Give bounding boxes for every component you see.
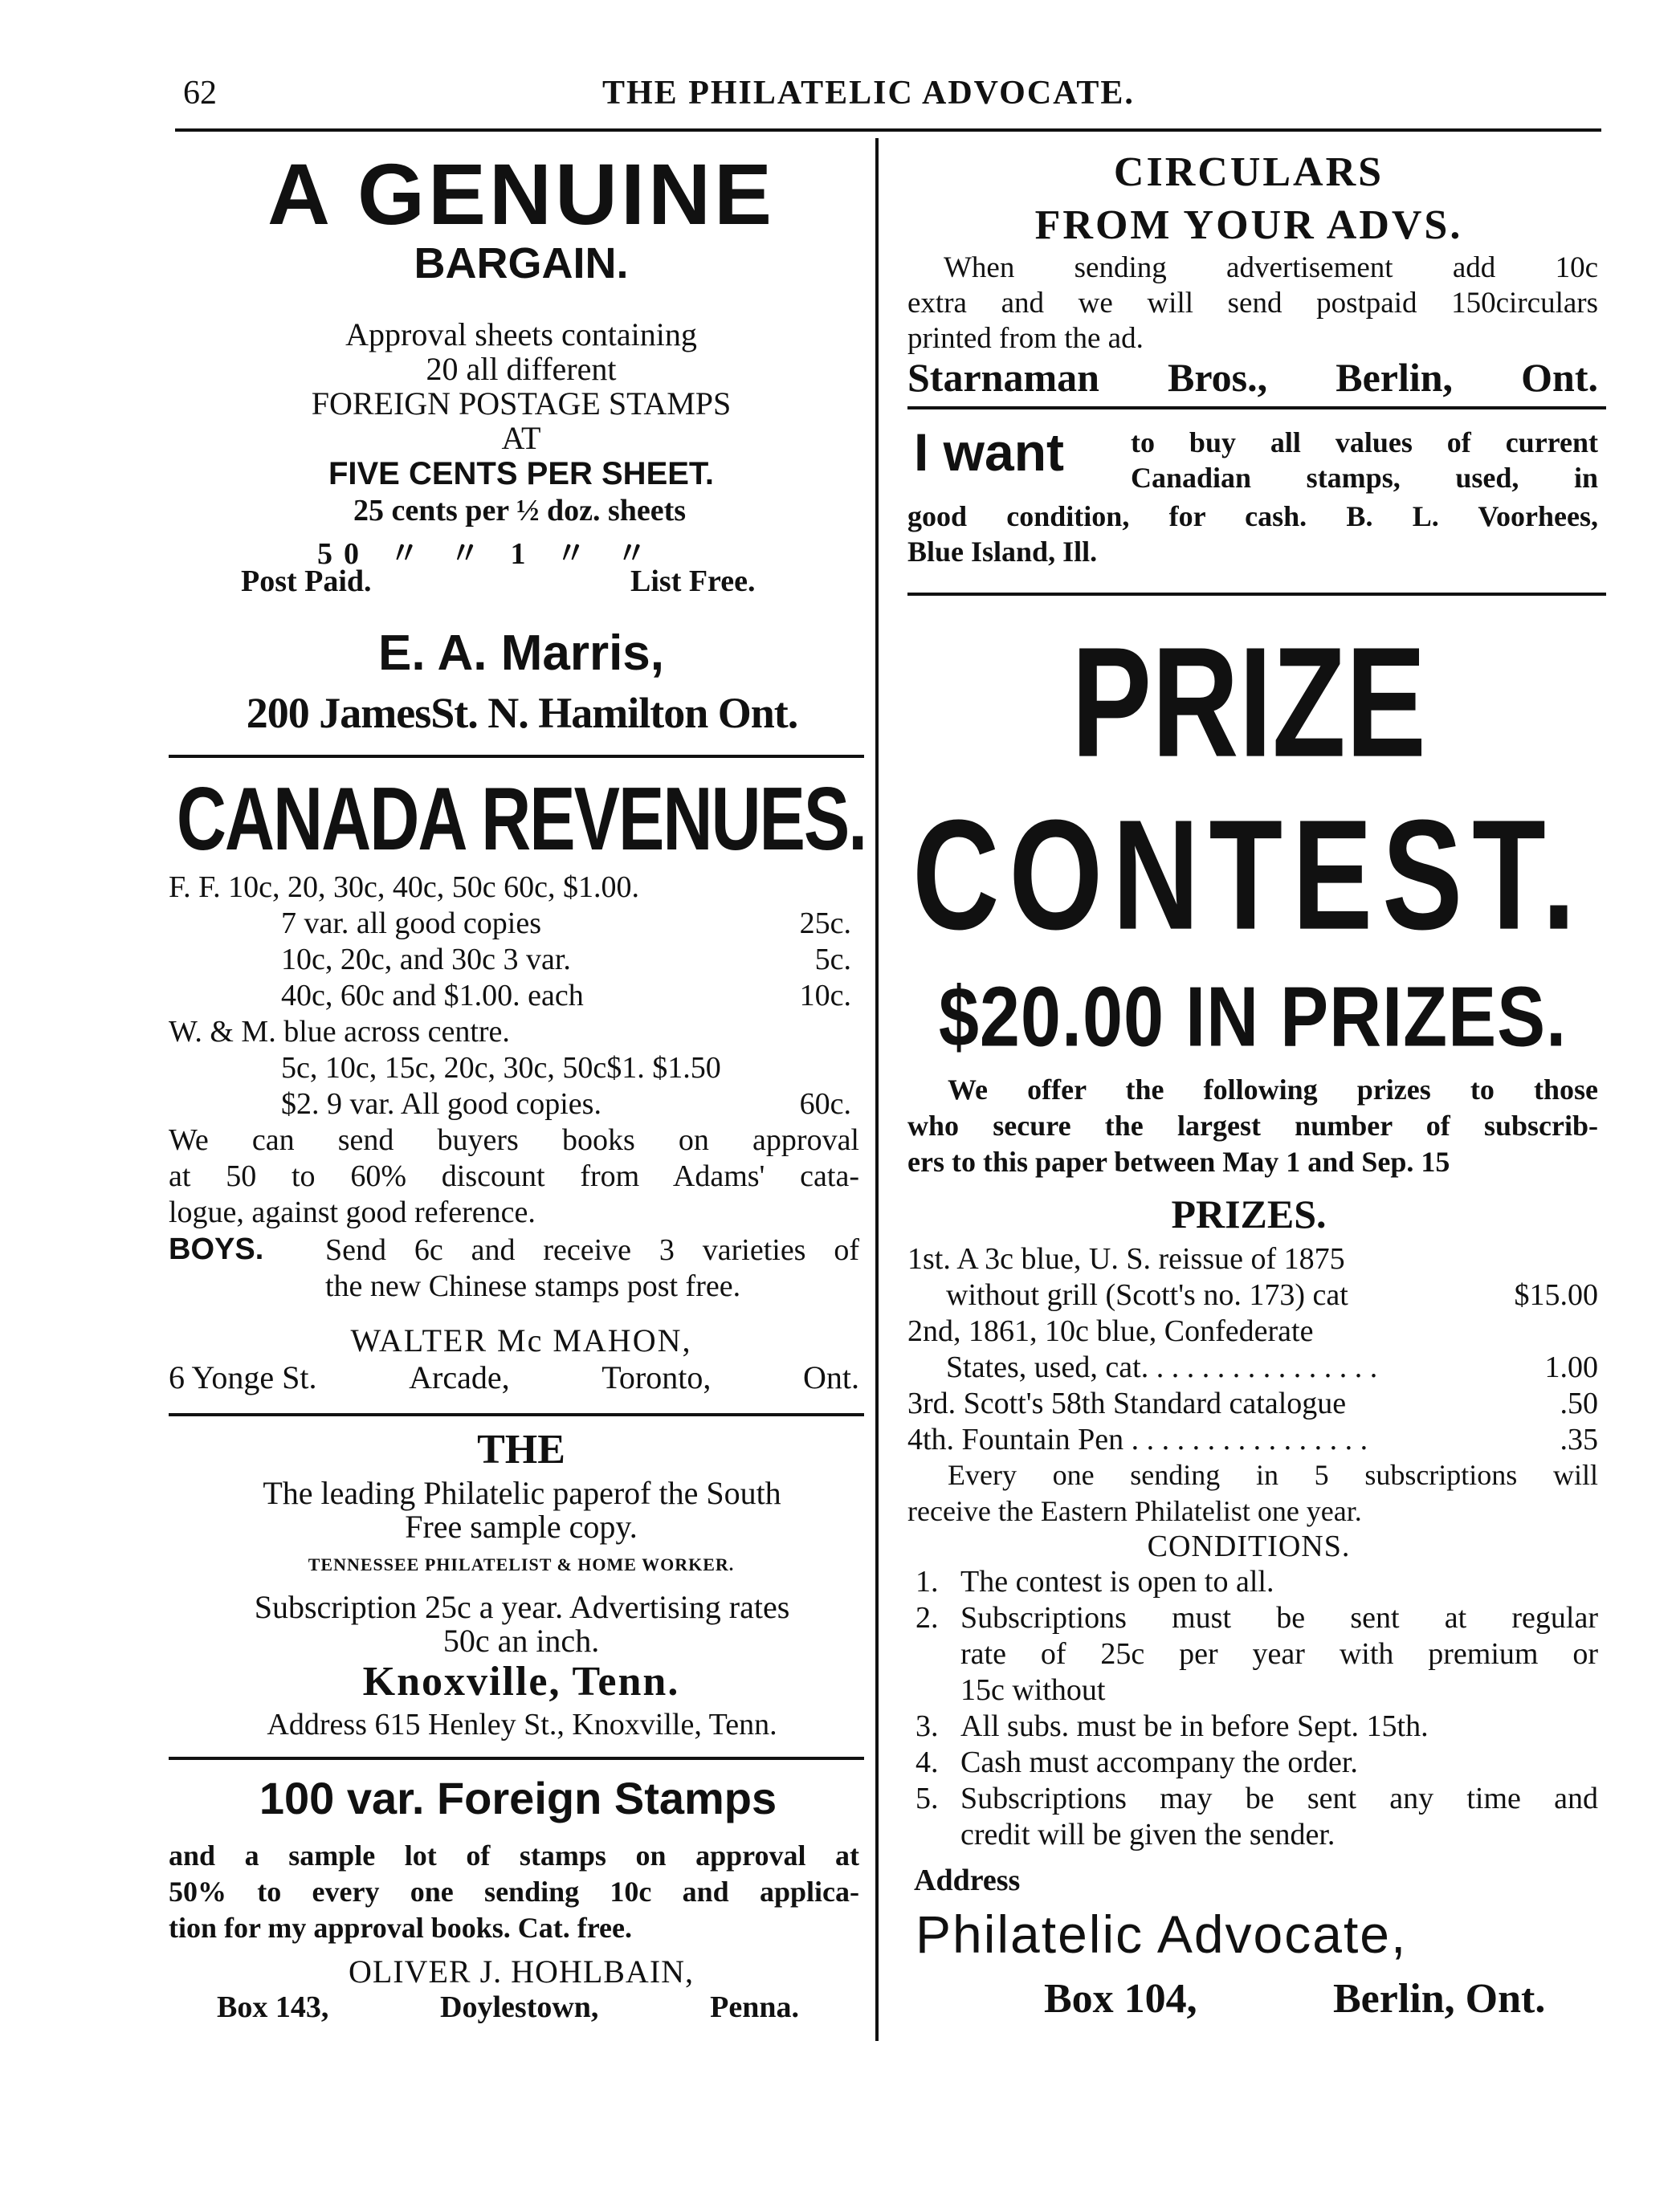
ad-title: CIRCULARS xyxy=(1113,149,1384,195)
page-number: 62 xyxy=(183,75,217,112)
ad-body-line: 50% to every one sending 10c and applica- xyxy=(169,1876,859,1908)
contest-title: CONTEST. xyxy=(912,786,1585,963)
prize-text: 4th. Fountain Pen . . . . . . . . . . . . . . . . xyxy=(907,1423,1368,1456)
condition-line: Subscriptions must be sent at regular xyxy=(960,1601,1598,1635)
prize-row: 2nd, 1861, 10c blue, Confederate xyxy=(907,1314,1314,1348)
condition-line: credit will be given the sender. xyxy=(960,1818,1335,1851)
condition-line: Subscriptions may be sent any time and xyxy=(960,1782,1598,1815)
prize-row xyxy=(946,1277,1598,1313)
ad-body-line: Free sample copy. xyxy=(405,1509,638,1545)
publisher-name: Philatelic Advocate, xyxy=(915,1904,1408,1964)
advertiser-address xyxy=(217,1990,799,2025)
boys-line: the new Chinese stamps post free. xyxy=(325,1269,741,1303)
publisher-city: Berlin, Ont. xyxy=(1333,1976,1546,2022)
approval-line: at 50 to 60% discount from Adams' cata- xyxy=(169,1159,859,1193)
ad-title: CANADA REVENUES. xyxy=(176,769,867,870)
divider xyxy=(169,755,864,758)
masthead: TENNESSEE PHILATELIST & HOME WORKER. xyxy=(308,1554,735,1574)
revenue-row xyxy=(281,1086,851,1122)
revenue-row: F. F. 10c, 20, 30c, 40c, 50c 60c, $1.00. xyxy=(169,870,640,904)
ad-body-line: FOREIGN POSTAGE STAMPS xyxy=(311,385,732,422)
boys-label: BOYS. xyxy=(169,1232,264,1266)
prize-value: 1.00 xyxy=(1544,1350,1598,1384)
ad-title: 100 var. Foreign Stamps xyxy=(259,1773,777,1823)
row-price: 5c. xyxy=(814,943,851,976)
city-line: Knoxville, Tenn. xyxy=(362,1659,680,1705)
want-line: Blue Island, Ill. xyxy=(907,536,1098,568)
subscription-line: 50c an inch. xyxy=(442,1623,600,1659)
divider xyxy=(169,1413,864,1416)
advertiser-name: WALTER Mc MAHON, xyxy=(350,1322,692,1359)
prize-row xyxy=(946,1350,1598,1385)
ad-body-line: extra and we will send postpaid 150circulars xyxy=(907,287,1598,320)
ad-body-line: printed from the ad. xyxy=(907,322,1144,355)
bonus-line: Every one sending in 5 subscriptions will xyxy=(948,1459,1598,1491)
row-item: 10c, 20c, and 30c 3 var. xyxy=(281,943,571,976)
prize-text: 3rd. Scott's 58th Standard catalogue xyxy=(907,1387,1347,1420)
signature: Starnaman Bros., Berlin, Ont. xyxy=(907,355,1598,400)
ad-body-line: The leading Philatelic paperof the South xyxy=(263,1475,781,1511)
ad-body-line: AT xyxy=(501,420,541,456)
ad-title: THE xyxy=(477,1427,565,1473)
intro-line: who secure the largest number of subscrib- xyxy=(907,1110,1598,1142)
address-part: Toronto, xyxy=(601,1359,712,1395)
approval-line: We can send buyers books on approval xyxy=(169,1123,859,1157)
row-item: $2. 9 var. All good copies. xyxy=(281,1087,601,1121)
advertiser-name: E. A. Marris, xyxy=(377,625,665,681)
rate-line: 50 〃 〃 1 〃 〃 xyxy=(317,537,659,571)
condition-line: rate of 25c per year with premium or xyxy=(960,1637,1598,1671)
conditions-heading: CONDITIONS. xyxy=(1147,1530,1351,1563)
ad-body-line: and a sample lot of stamps on approval at xyxy=(169,1839,859,1872)
advertiser-name: OLIVER J. HOHLBAIN, xyxy=(348,1953,695,1990)
post-paid: Post Paid. xyxy=(241,564,372,598)
condition-line: The contest is open to all. xyxy=(960,1565,1274,1599)
address-part: Doylestown, xyxy=(440,1990,599,2024)
prize-row: 1st. A 3c blue, U. S. reissue of 1875 xyxy=(907,1242,1345,1276)
revenue-row xyxy=(281,978,851,1013)
price-line: FIVE CENTS PER SHEET. xyxy=(328,456,715,491)
column-divider xyxy=(875,138,879,2041)
intro-line: ers to this paper between May 1 and Sep. 15 xyxy=(907,1146,1450,1178)
row-item: 40c, 60c and $1.00. each xyxy=(281,979,584,1012)
want-heading: I want xyxy=(914,422,1065,482)
advertiser-address: 200 JamesSt. N. Hamilton Ont. xyxy=(246,689,798,737)
divider xyxy=(907,406,1606,409)
advertiser-address xyxy=(169,1359,859,1396)
row-price: 10c. xyxy=(799,979,851,1012)
revenue-row xyxy=(281,942,851,977)
row-item: 7 var. all good copies xyxy=(281,906,541,940)
subscription-line: Subscription 25c a year. Advertising rates xyxy=(254,1589,790,1625)
ad-body-line: 20 all different xyxy=(426,351,617,387)
divider xyxy=(169,1757,864,1760)
prize-value: .50 xyxy=(1560,1387,1598,1420)
prize-amount: $20.00 IN PRIZES. xyxy=(938,970,1568,1065)
bonus-line: receive the Eastern Philatelist one year. xyxy=(907,1495,1362,1527)
list-free: List Free. xyxy=(630,564,756,598)
condition-number: 3. xyxy=(915,1709,939,1743)
condition-number: 4. xyxy=(915,1746,939,1779)
prizes-heading: PRIZES. xyxy=(1171,1192,1327,1236)
condition-number: 5. xyxy=(915,1782,939,1815)
prize-value: .35 xyxy=(1560,1423,1598,1456)
divider xyxy=(907,593,1606,596)
intro-line: We offer the following prizes to those xyxy=(948,1073,1598,1106)
ad-body-line: When sending advertisement add 10c xyxy=(944,251,1598,284)
condition-line: 15c without xyxy=(960,1673,1106,1707)
contest-title: PRIZE xyxy=(1071,613,1426,790)
address-line: Address 615 Henley St., Knoxville, Tenn. xyxy=(267,1708,777,1741)
condition-number: 1. xyxy=(915,1565,939,1599)
ad-subtitle: BARGAIN. xyxy=(414,239,629,287)
address-part: Box 143, xyxy=(217,1990,329,2024)
ad-title: A GENUINE xyxy=(267,145,776,242)
revenue-row: 5c, 10c, 15c, 20c, 30c, 50c$1. $1.50 xyxy=(281,1051,721,1085)
row-price: 60c. xyxy=(799,1087,851,1121)
address-part: 6 Yonge St. xyxy=(169,1359,317,1395)
prize-row xyxy=(907,1386,1598,1421)
address-part: Ont. xyxy=(802,1359,859,1395)
ad-subtitle: FROM YOUR ADVS. xyxy=(1034,202,1463,248)
ad-body-line: Approval sheets containing xyxy=(345,316,697,352)
address-part: Penna. xyxy=(710,1990,799,2024)
revenue-row: W. & M. blue across centre. xyxy=(169,1015,510,1049)
condition-line: All subs. must be in before Sept. 15th. xyxy=(960,1709,1429,1743)
publisher-box: Box 104, xyxy=(1044,1976,1197,2022)
condition-line: Cash must accompany the order. xyxy=(960,1746,1358,1779)
prize-text: States, used, cat. . . . . . . . . . . . . . . . xyxy=(946,1350,1378,1384)
prize-row xyxy=(907,1422,1598,1457)
prize-text: without grill (Scott's no. 173) cat xyxy=(946,1278,1348,1312)
approval-line: logue, against good reference. xyxy=(169,1196,536,1229)
boys-line: Send 6c and receive 3 varieties of xyxy=(325,1233,859,1267)
want-line: Canadian stamps, used, in xyxy=(1131,462,1598,494)
address-label: Address xyxy=(914,1864,1021,1897)
want-line: good condition, for cash. B. L. Voorhees, xyxy=(907,500,1598,532)
prize-value: $15.00 xyxy=(1514,1278,1598,1312)
ad-body-line: tion for my approval books. Cat. free. xyxy=(169,1912,633,1944)
address-part: Arcade, xyxy=(409,1359,510,1395)
row-price: 25c. xyxy=(799,906,851,940)
want-line: to buy all values of current xyxy=(1131,426,1598,458)
page-title: THE PHILATELIC ADVOCATE. xyxy=(602,75,1135,112)
rate-line: 25 cents per ½ doz. sheets xyxy=(353,494,687,528)
header-rule xyxy=(175,128,1601,132)
revenue-row xyxy=(281,906,851,941)
condition-number: 2. xyxy=(915,1601,939,1635)
